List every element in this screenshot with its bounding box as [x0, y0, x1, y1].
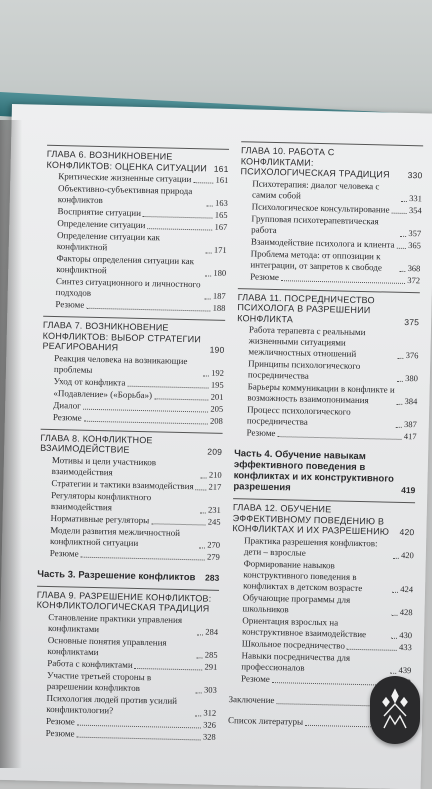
- toc-page-number: 231: [207, 504, 221, 515]
- entry-title: Мотивы и цели участников взаимодействия: [51, 454, 157, 477]
- leader-dots: [391, 212, 406, 213]
- toc-page-number: 284: [205, 626, 219, 637]
- leader-dots: [83, 408, 209, 412]
- toc-entry: [52, 454, 222, 480]
- toc-page-number: 279: [206, 551, 220, 562]
- entry-title: «Подавление» («Борьба»): [53, 387, 153, 400]
- toc-entry: [247, 381, 417, 407]
- toc-page-number: 354: [408, 204, 422, 215]
- toc-page-number: 368: [407, 262, 421, 273]
- toc-page-number: 217: [208, 481, 222, 492]
- chapter-title: ГЛАВА 11. ПОСРЕДНИЧЕСТВО ПСИХОЛОГА В РАЗРЕШЕНИИ КОНФЛИКТА: [237, 291, 375, 324]
- leader-dots: [151, 523, 206, 525]
- toc-page-number: 245: [207, 516, 221, 527]
- toc-entry: [248, 358, 418, 384]
- toc-entry: [247, 404, 417, 430]
- leader-dots: [201, 477, 207, 478]
- toc-page-number: 376: [405, 349, 419, 361]
- toc-page-number: 165: [214, 209, 228, 220]
- toc-page-number: 372: [407, 274, 421, 285]
- channel-logo-icon: [370, 676, 420, 744]
- leader-dots: [392, 614, 398, 615]
- toc-page-number: 330: [407, 169, 423, 181]
- toc-part-heading: [37, 568, 219, 583]
- toc-page-number: 283: [205, 572, 220, 583]
- entry-title: Работа с конфликтами: [47, 657, 133, 670]
- leader-dots: [154, 398, 209, 400]
- toc-page-number: 439: [398, 664, 412, 675]
- toc-page-number: 417: [403, 430, 417, 442]
- entry-title: Проблема метода: от оппозиции к интеграции, от запретов к свободе: [250, 247, 383, 272]
- entry-title: Резюме: [49, 547, 79, 559]
- leader-dots: [196, 692, 202, 693]
- leader-dots: [143, 216, 213, 219]
- entry-title: Резюме: [45, 727, 75, 739]
- entry-title: Регуляторы конфликтного взаимодействия: [50, 489, 152, 512]
- leader-dots: [401, 200, 407, 201]
- entry-title: Психологическое консультирование: [251, 200, 390, 215]
- leader-dots: [84, 420, 208, 424]
- toc-page-number: 190: [209, 344, 225, 355]
- leader-dots: [127, 385, 209, 388]
- channel-logo-badge[interactable]: [370, 676, 420, 744]
- part-title: Часть 4. Обучение навыкам эффективного поведения в конфликтах и их конструктивного разрешения: [233, 448, 395, 494]
- leader-dots: [207, 205, 213, 206]
- toc-page-number: 419: [401, 484, 416, 496]
- toc-page-number: 195: [210, 379, 224, 390]
- entry-title: Критические жизненные ситуации: [58, 171, 192, 185]
- toc-page-number: 430: [399, 629, 413, 640]
- toc-page-number: 192: [211, 367, 225, 378]
- toc-entry: [57, 230, 227, 256]
- toc-page-number: 285: [204, 649, 218, 660]
- entry-title: Процесс психологического посредничества: [246, 404, 351, 427]
- toc-entry: [248, 324, 419, 361]
- book-page: [0, 104, 432, 789]
- leader-dots: [391, 637, 397, 638]
- entry-title: Обучающие программы для школьников: [242, 591, 351, 614]
- toc-entry: [56, 276, 226, 302]
- entry-title: Навыки посредничества для профессионалов: [241, 649, 351, 673]
- chapter-title: ГЛАВА 12. ОБУЧЕНИЕ ЭФФЕКТИВНОМУ ПОВЕДЕНИЮ В КОНФЛИКТАХ И ИХ РАЗРЕШЕНИЮ: [232, 502, 390, 537]
- chapter-title: ГЛАВА 8. КОНФЛИКТНОЕ ВЗАИМОДЕЙСТВИЕ: [40, 432, 153, 455]
- toc-page-number: 167: [214, 221, 228, 232]
- leader-dots: [197, 657, 203, 658]
- toc-page-number: 205: [210, 403, 224, 414]
- entry-title: Восприятие ситуации: [57, 206, 142, 218]
- entry-title: Психология людей против усилий конфликтологии?: [46, 692, 178, 715]
- leader-dots: [277, 436, 401, 440]
- toc-entry: [48, 611, 218, 637]
- toc-page-number: 187: [212, 290, 226, 301]
- toc-chapter-heading: [40, 428, 223, 457]
- entry-title: Резюме: [246, 427, 276, 439]
- toc-page-number: 365: [408, 239, 422, 250]
- leader-dots: [196, 489, 207, 490]
- toc-left-column: [34, 139, 230, 742]
- entry-title: Психотерапия: диалог человека с самим собой: [251, 177, 380, 201]
- toc-chapter-heading: [47, 145, 230, 174]
- part-title: Часть 3. Разрешение конфликтов: [37, 568, 196, 583]
- entry-title: Работа терапевта с реальными жизненными ситуациями межличностных отношений: [248, 324, 366, 359]
- entry-title: Объективно-субъективная природа конфликтов: [57, 183, 193, 206]
- entry-title: Принципы психологического посредничества: [247, 358, 361, 381]
- leader-dots: [76, 736, 200, 740]
- toc-chapter-heading: [240, 141, 423, 181]
- toc-chapter-heading: [237, 288, 420, 328]
- entry-title: Синтез ситуационного и личностного подходов: [55, 276, 201, 298]
- page-fold-shadow: [0, 120, 22, 768]
- leader-dots: [203, 375, 209, 376]
- toc-page-number: 380: [405, 372, 418, 384]
- leader-dots: [77, 724, 201, 728]
- leader-dots: [147, 228, 212, 230]
- leader-dots: [393, 557, 399, 558]
- entry-title: Определение ситуации: [57, 218, 146, 231]
- toc-page-number: 208: [210, 415, 223, 426]
- toc-page-number: 328: [202, 730, 216, 742]
- toc-entry: [241, 650, 411, 676]
- leader-dots: [396, 427, 402, 428]
- toc-page-number: 420: [399, 526, 415, 538]
- entry-title: Формирование навыков конструктивного поведения в конфликтах в детском возрасте: [243, 557, 363, 593]
- leader-dots: [396, 247, 406, 248]
- chapter-title: ГЛАВА 9. РАЗРЕШЕНИЕ КОНФЛИКТОВ: КОНФЛИКТОЛОГИЧЕСКАЯ ТРАДИЦИЯ: [36, 589, 212, 614]
- entry-title: Модели развития межличностной конфликтной ситуации: [49, 524, 181, 548]
- entry-title: Резюме: [55, 299, 85, 310]
- entry-title: Школьное посредничество: [241, 637, 346, 651]
- toc-page-number: 424: [400, 583, 414, 594]
- toc-entry: [46, 692, 216, 718]
- toc-page-number: 428: [399, 606, 413, 617]
- leader-dots: [195, 715, 201, 716]
- entry-title: Основные понятия управления конфликтами: [47, 634, 167, 657]
- entry-title: Нормативные регуляторы: [50, 512, 150, 525]
- entry-title: Резюме: [45, 715, 75, 727]
- toc-page-number: 188: [212, 302, 226, 313]
- toc-page-number: 161: [213, 163, 229, 174]
- leader-dots: [200, 512, 206, 513]
- toc-page-number: 210: [208, 469, 222, 480]
- leader-dots: [397, 404, 403, 405]
- toc-page-number: 270: [207, 539, 221, 550]
- leader-dots: [205, 275, 211, 276]
- entry-title: Участие третьей стороны в разрешении конфликтов: [46, 669, 152, 693]
- entry-title: Барьеры коммуникации в конфликте и возможность взаимопонимания: [247, 381, 395, 406]
- entry-title: Становление практики управления конфликтами: [48, 611, 183, 634]
- leader-dots: [199, 547, 205, 548]
- toc-entry: [242, 615, 412, 641]
- toc-page-number: 433: [398, 641, 412, 652]
- toc-chapter-heading: [232, 498, 415, 538]
- entry-title: Резюме: [240, 672, 270, 684]
- entry-title: Резюме: [250, 270, 280, 282]
- leader-dots: [400, 235, 406, 236]
- toc-page-number: 420: [401, 549, 414, 560]
- leader-dots: [397, 381, 403, 382]
- leader-dots: [197, 634, 203, 635]
- toc-page-number: 291: [204, 661, 218, 672]
- leader-dots: [347, 648, 397, 650]
- toc-page-number: 163: [214, 197, 228, 208]
- toc-entry: [250, 248, 420, 274]
- entry-title: Резюме: [52, 411, 82, 423]
- entry-title: Уход от конфликта: [53, 375, 126, 388]
- entry-title: Групповая психотерапевтическая работа: [251, 212, 379, 235]
- entry-title: Взаимодействие психолога и клиента: [250, 235, 395, 250]
- toc-entry: [251, 213, 421, 239]
- toc-entry: [54, 353, 224, 379]
- entry-title: Ориентация взрослых на конструктивное взаимодействие: [241, 614, 367, 639]
- toc-entry: [51, 489, 221, 515]
- toc-chapter-heading: [37, 585, 220, 614]
- leader-dots: [193, 182, 213, 183]
- toc-page-number: 303: [203, 684, 217, 695]
- toc-entry: [47, 669, 217, 695]
- leader-dots: [135, 667, 203, 670]
- toc-page-number: 384: [404, 395, 418, 407]
- leader-dots: [392, 591, 398, 592]
- toc-page-number: 331: [409, 192, 423, 203]
- chapter-title: ГЛАВА 6. ВОЗНИКНОВЕНИЕ КОНФЛИКТОВ: ОЦЕНКА СИТУАЦИИ: [46, 148, 208, 173]
- toc-chapter-heading: [42, 316, 225, 356]
- leader-dots: [390, 672, 396, 673]
- chapter-title: ГЛАВА 7. ВОЗНИКНОВЕНИЕ КОНФЛИКТОВ: ВЫБОР СТРАТЕГИИ РЕАГИРОВАНИЯ: [42, 319, 202, 353]
- entry-title: Практика разрешения конфликтов: дети – взрослые: [243, 534, 378, 558]
- toc-entry: [252, 178, 422, 204]
- toc-entry: [242, 592, 412, 618]
- entry-title: Стратегии и тактики взаимодействия: [51, 477, 194, 491]
- leader-dots: [398, 358, 404, 359]
- leader-dots: [205, 298, 211, 299]
- leader-dots: [206, 252, 212, 253]
- toc-entry: [244, 535, 414, 561]
- toc-page-number: 161: [215, 174, 229, 185]
- toc-part-heading: [233, 448, 416, 496]
- toc-page-number: 387: [403, 418, 417, 430]
- leader-dots: [86, 308, 210, 312]
- entry-title: Диалог: [53, 399, 82, 411]
- toc-entry: [50, 524, 220, 550]
- entry-title: Реакция человека на возникающие проблемы: [53, 352, 188, 375]
- chapter-title: ГЛАВА 10. РАБОТА С КОНФЛИКТАМИ: ПСИХОЛОГИЧЕСКАЯ ТРАДИЦИЯ: [240, 145, 390, 180]
- entry-title: Определение ситуации как конфликтной: [56, 230, 161, 253]
- toc-page-number: 180: [213, 267, 227, 278]
- toc-entry: [47, 634, 217, 660]
- toc-page-number: 326: [203, 718, 217, 730]
- leader-dots: [400, 270, 406, 271]
- entry-title: Список литературы: [227, 714, 304, 727]
- leader-dots: [281, 280, 405, 284]
- entry-title: Факторы определения ситуации как конфликтной: [56, 253, 195, 276]
- toc-page-number: 201: [210, 391, 224, 402]
- toc-page-number: 171: [213, 244, 227, 255]
- entry-title: Заключение: [228, 693, 275, 705]
- toc-page-number: 209: [207, 446, 223, 457]
- toc-page-number: 312: [203, 707, 217, 718]
- toc-page-number: 357: [408, 227, 422, 238]
- toc-entry: [56, 253, 226, 279]
- toc-page-number: 375: [404, 316, 420, 327]
- toc-right-column: [228, 135, 423, 729]
- leader-dots: [81, 556, 205, 560]
- toc-entry: [58, 183, 228, 209]
- toc-entry: [243, 558, 414, 595]
